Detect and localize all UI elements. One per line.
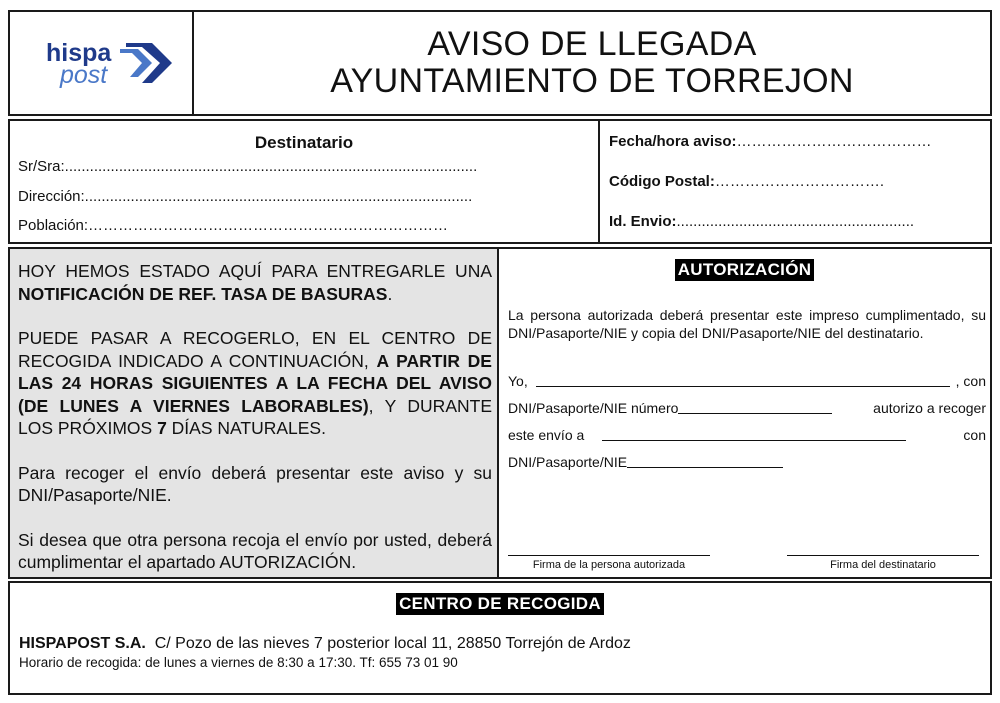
fecha-hora-field[interactable]	[609, 133, 932, 150]
yo-line: Yo, , con	[508, 373, 987, 389]
centro-address	[19, 635, 631, 653]
notice-box	[8, 247, 499, 579]
company-name: HISPAPOST S.A.	[19, 635, 146, 652]
notice-text	[18, 260, 492, 596]
codigo-postal-field[interactable]	[609, 173, 884, 190]
notice-paragraph-1: HOY HEMOS ESTADO AQUÍ PARA ENTREGARLE UNA NOTIFICACIÓN DE REF. TASA DE BASURAS.	[18, 261, 492, 304]
firma-destinatario-line[interactable]	[787, 555, 979, 556]
destinatario-box	[8, 119, 600, 244]
title-line-2: AYUNTAMIENTO DE TORREJON	[330, 62, 854, 100]
codigo-postal-label: Código Postal:	[609, 173, 715, 190]
title-line-1: AVISO DE LLEGADA	[427, 25, 757, 63]
destinatario-heading: Destinatario	[254, 133, 354, 152]
firma-autorizada-line[interactable]	[508, 555, 710, 556]
fecha-hora-label: Fecha/hora aviso:	[609, 133, 737, 150]
autorizacion-intro: La persona autorizada deberá presentar este impreso cumplimentado, su DNI/Pasaporte/NIE y copia del DNI/Pasaporte/NIE del destinatario.	[508, 307, 986, 341]
dni-destinatario-field[interactable]	[627, 454, 783, 468]
dni-numero-line: DNI/Pasaporte/NIE número autorizo a recoger	[508, 400, 986, 416]
poblacion-field[interactable]: Población:………………………………………………………………	[18, 217, 449, 234]
address-text: C/ Pozo de las nieves 7 posterior local 11, 28850 Torrejón de Ardoz	[154, 635, 631, 652]
centro-hours: Horario de recogida: de lunes a viernes de 8:30 a 17:30. Tf: 655 73 01 90	[19, 655, 458, 670]
autorizacion-box	[497, 247, 992, 579]
centro-box	[8, 581, 992, 695]
srsra-field[interactable]: Sr/Sra:...................................................................................................	[18, 158, 478, 175]
fecha-hora-dots: …………………………………	[736, 133, 932, 150]
id-envio-field[interactable]	[609, 213, 914, 230]
direccion-field[interactable]: Dirección:.............................................................................................	[18, 188, 473, 205]
notice-paragraph-4: Si desea que otra persona recoja el envío por usted, deberá cumplimentar el apartado AUTORIZACIÓN.	[18, 529, 492, 572]
firma-autorizada-label: Firma de la persona autorizada	[532, 559, 686, 571]
nombre-autorizado-field[interactable]	[536, 373, 950, 387]
dni-line: DNI/Pasaporte/NIE	[508, 454, 986, 470]
logo-text-post: post	[60, 61, 108, 89]
centro-heading: CENTRO DE RECOGIDA	[396, 593, 604, 615]
logo-text-hispa: hispa	[46, 39, 112, 67]
id-envio-dots: .........................................................	[676, 213, 915, 230]
logo-box	[8, 10, 194, 116]
id-envio-label: Id. Envio:	[609, 213, 677, 230]
dni-autorizado-field[interactable]	[678, 400, 832, 414]
autorizacion-heading: AUTORIZACIÓN	[675, 259, 815, 281]
aviso-info-box	[598, 119, 992, 244]
este-envio-line: este envío a con	[508, 427, 986, 443]
hispapost-logo	[46, 37, 176, 93]
notice-paragraph-3: Para recoger el envío deberá presentar este aviso y su DNI/Pasaporte/NIE.	[18, 462, 492, 505]
notice-paragraph-2: PUEDE PASAR A RECOGERLO, EN EL CENTRO DE RECOGIDA INDICADO A CONTINUACIÓN, A PARTIR DE LAS 24 HORAS SIGUIENTES A LA FECHA DEL AVISO (DE LUNES A VIERNES LABORABLES), Y DURANTE LOS PRÓXIMOS 7 DÍAS NATURALES.	[18, 328, 492, 438]
nombre-destinatario-field[interactable]	[602, 427, 906, 441]
codigo-postal-dots: …………………………….	[714, 173, 884, 190]
title-box	[192, 10, 992, 116]
firma-destinatario-label: Firma del destinatario	[830, 559, 936, 571]
